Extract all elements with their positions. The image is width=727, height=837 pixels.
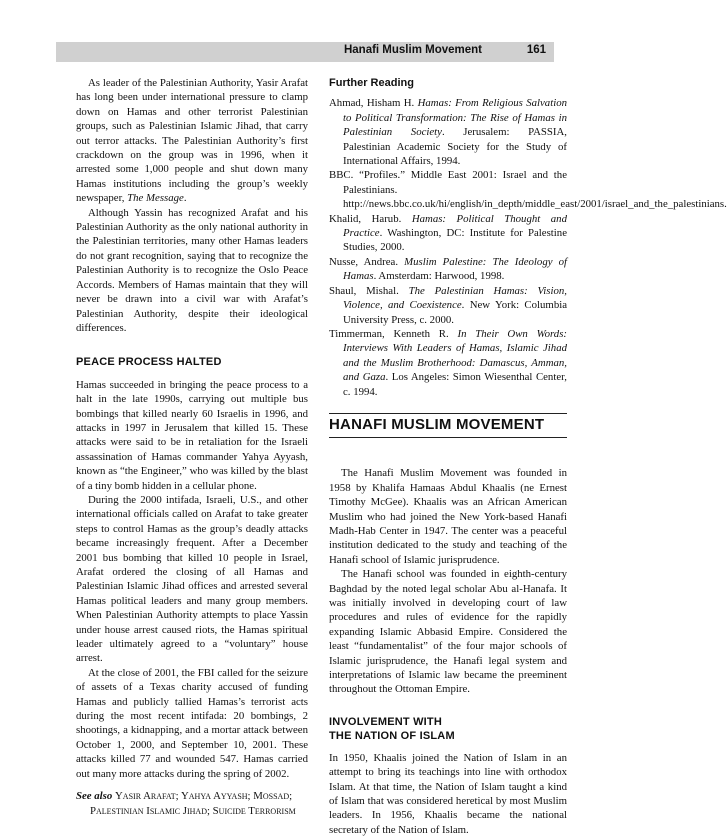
reference-item: Nusse, Andrea. Muslim Palestine: The Ideology of Hamas. Amsterdam: Harwood, 1998.: [329, 255, 567, 283]
reference-item: Timmerman, Kenneth R. In Their Own Words: Interviews With Leaders of Hamas, Islamic Jihad and the Muslim Brotherhood: Damascus, Amman, and Gaza. Los Angeles: Simon Wiesenthal Center, c. 1994.: [329, 327, 567, 398]
subsection-heading: INVOLVEMENT WITH THE NATION OF ISLAM: [329, 715, 455, 742]
right-column: [329, 76, 727, 837]
running-header: [56, 42, 554, 62]
paragraph: The Hanafi school was founded in eighth-century Baghdad by the noted legal scholar Abu al-Hanafa. It was initially involved in developing court of law procedures and rules of evidence for the rapidly expanding Islamic Abbasid Empire. Considered the least “fundamentalist” of the four major schools of Islamic jurisprudence, the Hanafi legal system and interpretations of Islamic law became the preeminent throughout the Ottoman Empire.: [329, 568, 567, 696]
paragraph: During the 2000 intifada, Israeli, U.S., and other international officials called on Arafat to take greater steps to control Hamas as the group’s deadly attacks became increasingly frequent. After a December 2001 bus bombing that killed 10 people in Israel, Arafat ordered the closing of all Hamas and Palestinian Islamic Jihad offices and arrested several Hamas political leaders and many group members. When Palestinian Authority attempts to place Yassin under house arrest caused riots, the Hamas spiritual leader ultimately agreed to a “voluntary” house arrest.: [76, 493, 308, 665]
paragraph: Although Yassin has recognized Arafat and his Palestinian Authority as the only national authority in the Palestinian territories, many other Hamas leaders do not grant recognition, saying that to recognize the Palestinian Authority is to recognize the Oslo Peace Accords. Members of Hamas maintain that they will never be drawn into a civil war with Arafat’s Palestinian Authority, despite their ideological differences.: [76, 206, 308, 334]
left-column: [76, 76, 308, 818]
running-head-title: Hanafi Muslim Movement: [343, 44, 482, 56]
reference-item: Ahmad, Hisham H. Hamas: From Religious Salvation to Political Transformation: The Rise of Hamas in Palestinian Society. Jerusalem: PASSIA, Palestinian Academic Society for the Study of International Affairs, 1994.: [329, 97, 567, 168]
further-reading-heading: Further Reading: [329, 77, 414, 89]
page-number: 161: [526, 44, 546, 56]
reference-item: Khalid, Harub. Hamas: Political Thought and Practice. Washington, DC: Institute for Palestine Studies, 2000.: [329, 212, 567, 254]
reference-item: BBC. “Profiles.” Middle East 2001: Israel and the Palestinians. http://news.bbc.co.uk/hi/english/in_depth/middle_east/2001/israel_and_the_palestinians.: [329, 169, 727, 211]
reference-list: [329, 96, 727, 399]
paragraph: As leader of the Palestinian Authority, Yasir Arafat has long been under international pressure to clamp down on Hamas and other terrorist Palestinian groups, such as Palestinian Islamic Jihad, that carry out terror attacks. The Palestinian Authority’s first crackdown on the group was in 1996, when it arrested some 1,000 people and shut down many Hamas institutions including the group’s weekly newspaper, The Message.: [76, 77, 308, 205]
reference-item: Shaul, Mishal. The Palestinian Hamas: Vision, Violence, and Coexistence. New York: Columbia University Press, c. 2000.: [329, 284, 568, 326]
see-also: See also Yasir Arafat; Yahya Ayyash; Mossad; Palestinian Islamic Jihad; Suicide Terrorism: [76, 790, 296, 817]
paragraph: In 1950, Khaalis joined the Nation of Islam in an attempt to bring its teachings into line with orthodox Islam. At that time, the Nation of Islam taught a kind of Islam that was considered heretical by most Muslim leaders. In 1956, Khaalis became the national secretary of the Nation of Islam.: [329, 751, 567, 836]
paragraph: At the close of 2001, the FBI called for the seizure of assets of a Texas charity accused of funding Hamas and publicly tallied Hamas’s terrorist acts during the most recent intifada: 20 bombings, 2 shootings, a kidnapping, and a mortar attack between October 1, 2000, and September 10, 2001. These attacks killed 77 and wounded 547. Hamas carried out many more attacks during the spring of 2002.: [76, 666, 308, 780]
paragraph: Hamas succeeded in bringing the peace process to a halt in the late 1990s, carrying out multiple bus bombings that killed nearly 60 Israelis in 1996, and attacks in 1997 in Jerusalem that killed 15. These attacks were said to be in retaliation for the Israeli assassination of Hamas commander Yahya Ayyash, known as “the Engineer,” who was killed by the blast of a tiny bomb hidden in a cellular phone.: [76, 378, 308, 492]
entry-title: HANAFI MUSLIM MOVEMENT: [329, 413, 567, 438]
section-heading: PEACE PROCESS HALTED: [76, 356, 222, 369]
paragraph: The Hanafi Muslim Movement was founded in 1958 by Khalifa Hamaas Abdul Khaalis (ne Ernest Timothy McGee). Khaalis was an African American Muslim who had joined the New York-based Hanafi Madh-Hab Center in 1947. The center was a peaceful institution dedicated to the study and teaching of the Hanafi school of Islamic jurisprudence.: [329, 467, 567, 566]
